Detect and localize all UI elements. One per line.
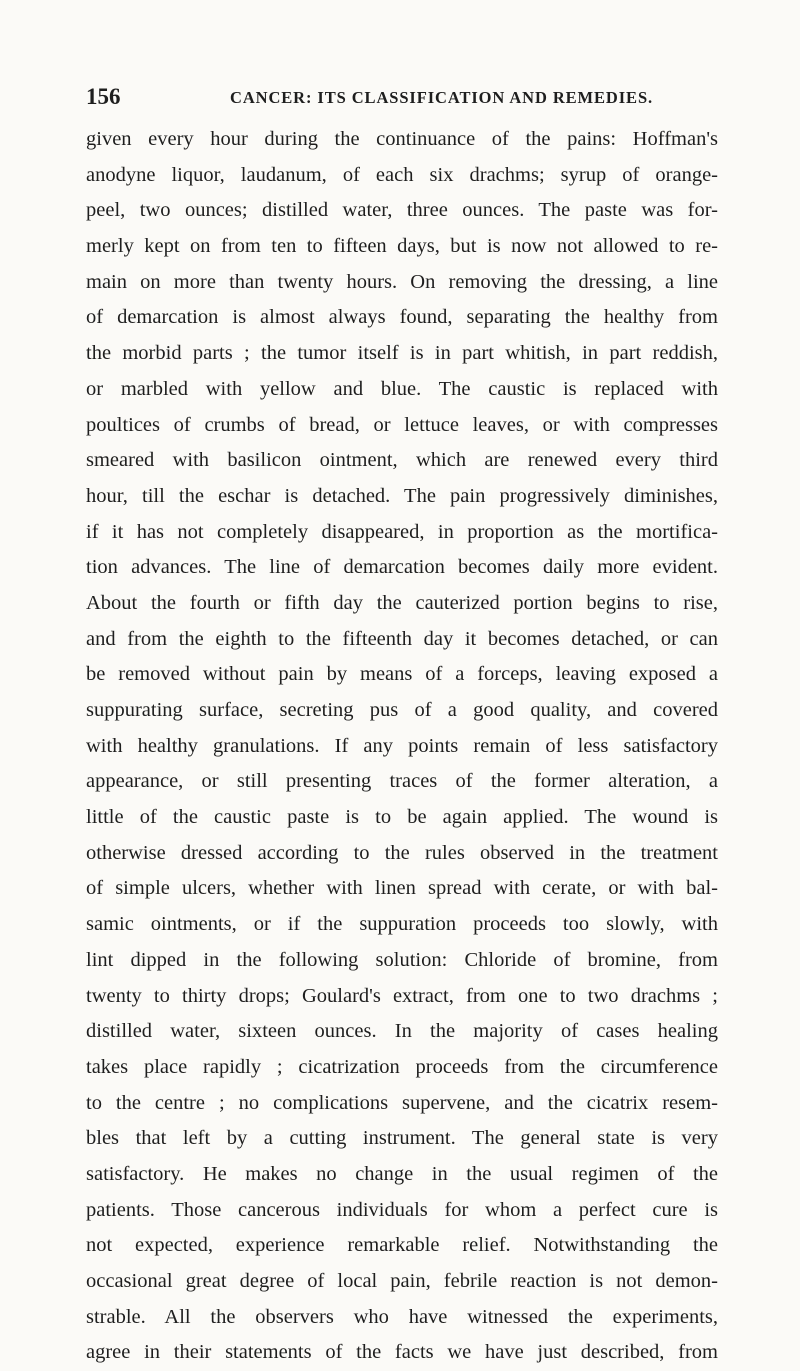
text-line: the morbid parts ; the tumor itself is in part whitish, in part reddish, (86, 342, 718, 365)
text-line: with healthy granulations. If any points remain of less satisfactory (86, 734, 718, 757)
text-line: appearance, or still presenting traces of the former alteration, a (86, 770, 718, 793)
text-line: and from the eighth to the fifteenth day it becomes detached, or can (86, 627, 718, 650)
text-line: patients. Those cancerous individuals for whom a perfect cure is (86, 1198, 718, 1221)
text-line: peel, two ounces; distilled water, three ounces. The paste was for- (86, 199, 718, 222)
text-line: About the fourth or fifth day the cauterized portion begins to rise, (86, 591, 718, 614)
text-line: not expected, experience remarkable relief. Notwithstanding the (86, 1234, 718, 1257)
body-text (86, 122, 718, 1371)
text-line: if it has not completely disappeared, in proportion as the mortifica- (86, 520, 718, 543)
text-line: or marbled with yellow and blue. The caustic is replaced with (86, 377, 718, 400)
page-header (86, 84, 718, 114)
text-line: agree in their statements of the facts we have just described, from (86, 1341, 718, 1364)
text-line: satisfactory. He makes no change in the usual regimen of the (86, 1162, 718, 1185)
text-line: poultices of crumbs of bread, or lettuce leaves, or with compresses (86, 413, 718, 436)
text-line: strable. All the observers who have witnessed the experiments, (86, 1305, 718, 1328)
text-line: of demarcation is almost always found, separating the healthy from (86, 306, 718, 329)
text-line: tion advances. The line of demarcation becomes daily more evident. (86, 556, 718, 579)
text-line: twenty to thirty drops; Goulard's extract, from one to two drachms ; (86, 984, 718, 1007)
text-line: given every hour during the continuance of the pains: Hoffman's (86, 128, 718, 150)
text-line: suppurating surface, secreting pus of a good quality, and covered (86, 699, 718, 721)
text-line: to the centre ; no complications supervene, and the cicatrix resem- (86, 1091, 718, 1114)
text-line: hour, till the eschar is detached. The pain progressively diminishes, (86, 484, 718, 507)
text-line: be removed without pain by means of a forceps, leaving exposed a (86, 663, 718, 686)
text-line: samic ointments, or if the suppuration proceeds too slowly, with (86, 913, 718, 936)
text-line: bles that left by a cutting instrument. The general state is very (86, 1127, 718, 1150)
text-line: main on more than twenty hours. On removing the dressing, a line (86, 270, 718, 293)
text-line: otherwise dressed according to the rules observed in the treatment (86, 841, 718, 864)
text-line: distilled water, sixteen ounces. In the majority of cases healing (86, 1020, 718, 1043)
page-number: 156 (86, 84, 121, 109)
text-line: of simple ulcers, whether with linen spread with cerate, or with bal- (86, 877, 718, 900)
text-line: smeared with basilicon ointment, which are renewed every third (86, 449, 718, 472)
text-line: lint dipped in the following solution: Chloride of bromine, from (86, 948, 718, 971)
text-line: anodyne liquor, laudanum, of each six drachms; syrup of orange- (86, 163, 718, 186)
running-title: CANCER: ITS CLASSIFICATION AND REMEDIES. (230, 88, 654, 107)
text-line: little of the caustic paste is to be again applied. The wound is (86, 806, 718, 829)
text-line: takes place rapidly ; cicatrization proceeds from the circumference (86, 1055, 718, 1078)
text-line: occasional great degree of local pain, febrile reaction is not demon- (86, 1270, 718, 1292)
text-line: merly kept on from ten to fifteen days, but is now not allowed to re- (86, 235, 718, 258)
